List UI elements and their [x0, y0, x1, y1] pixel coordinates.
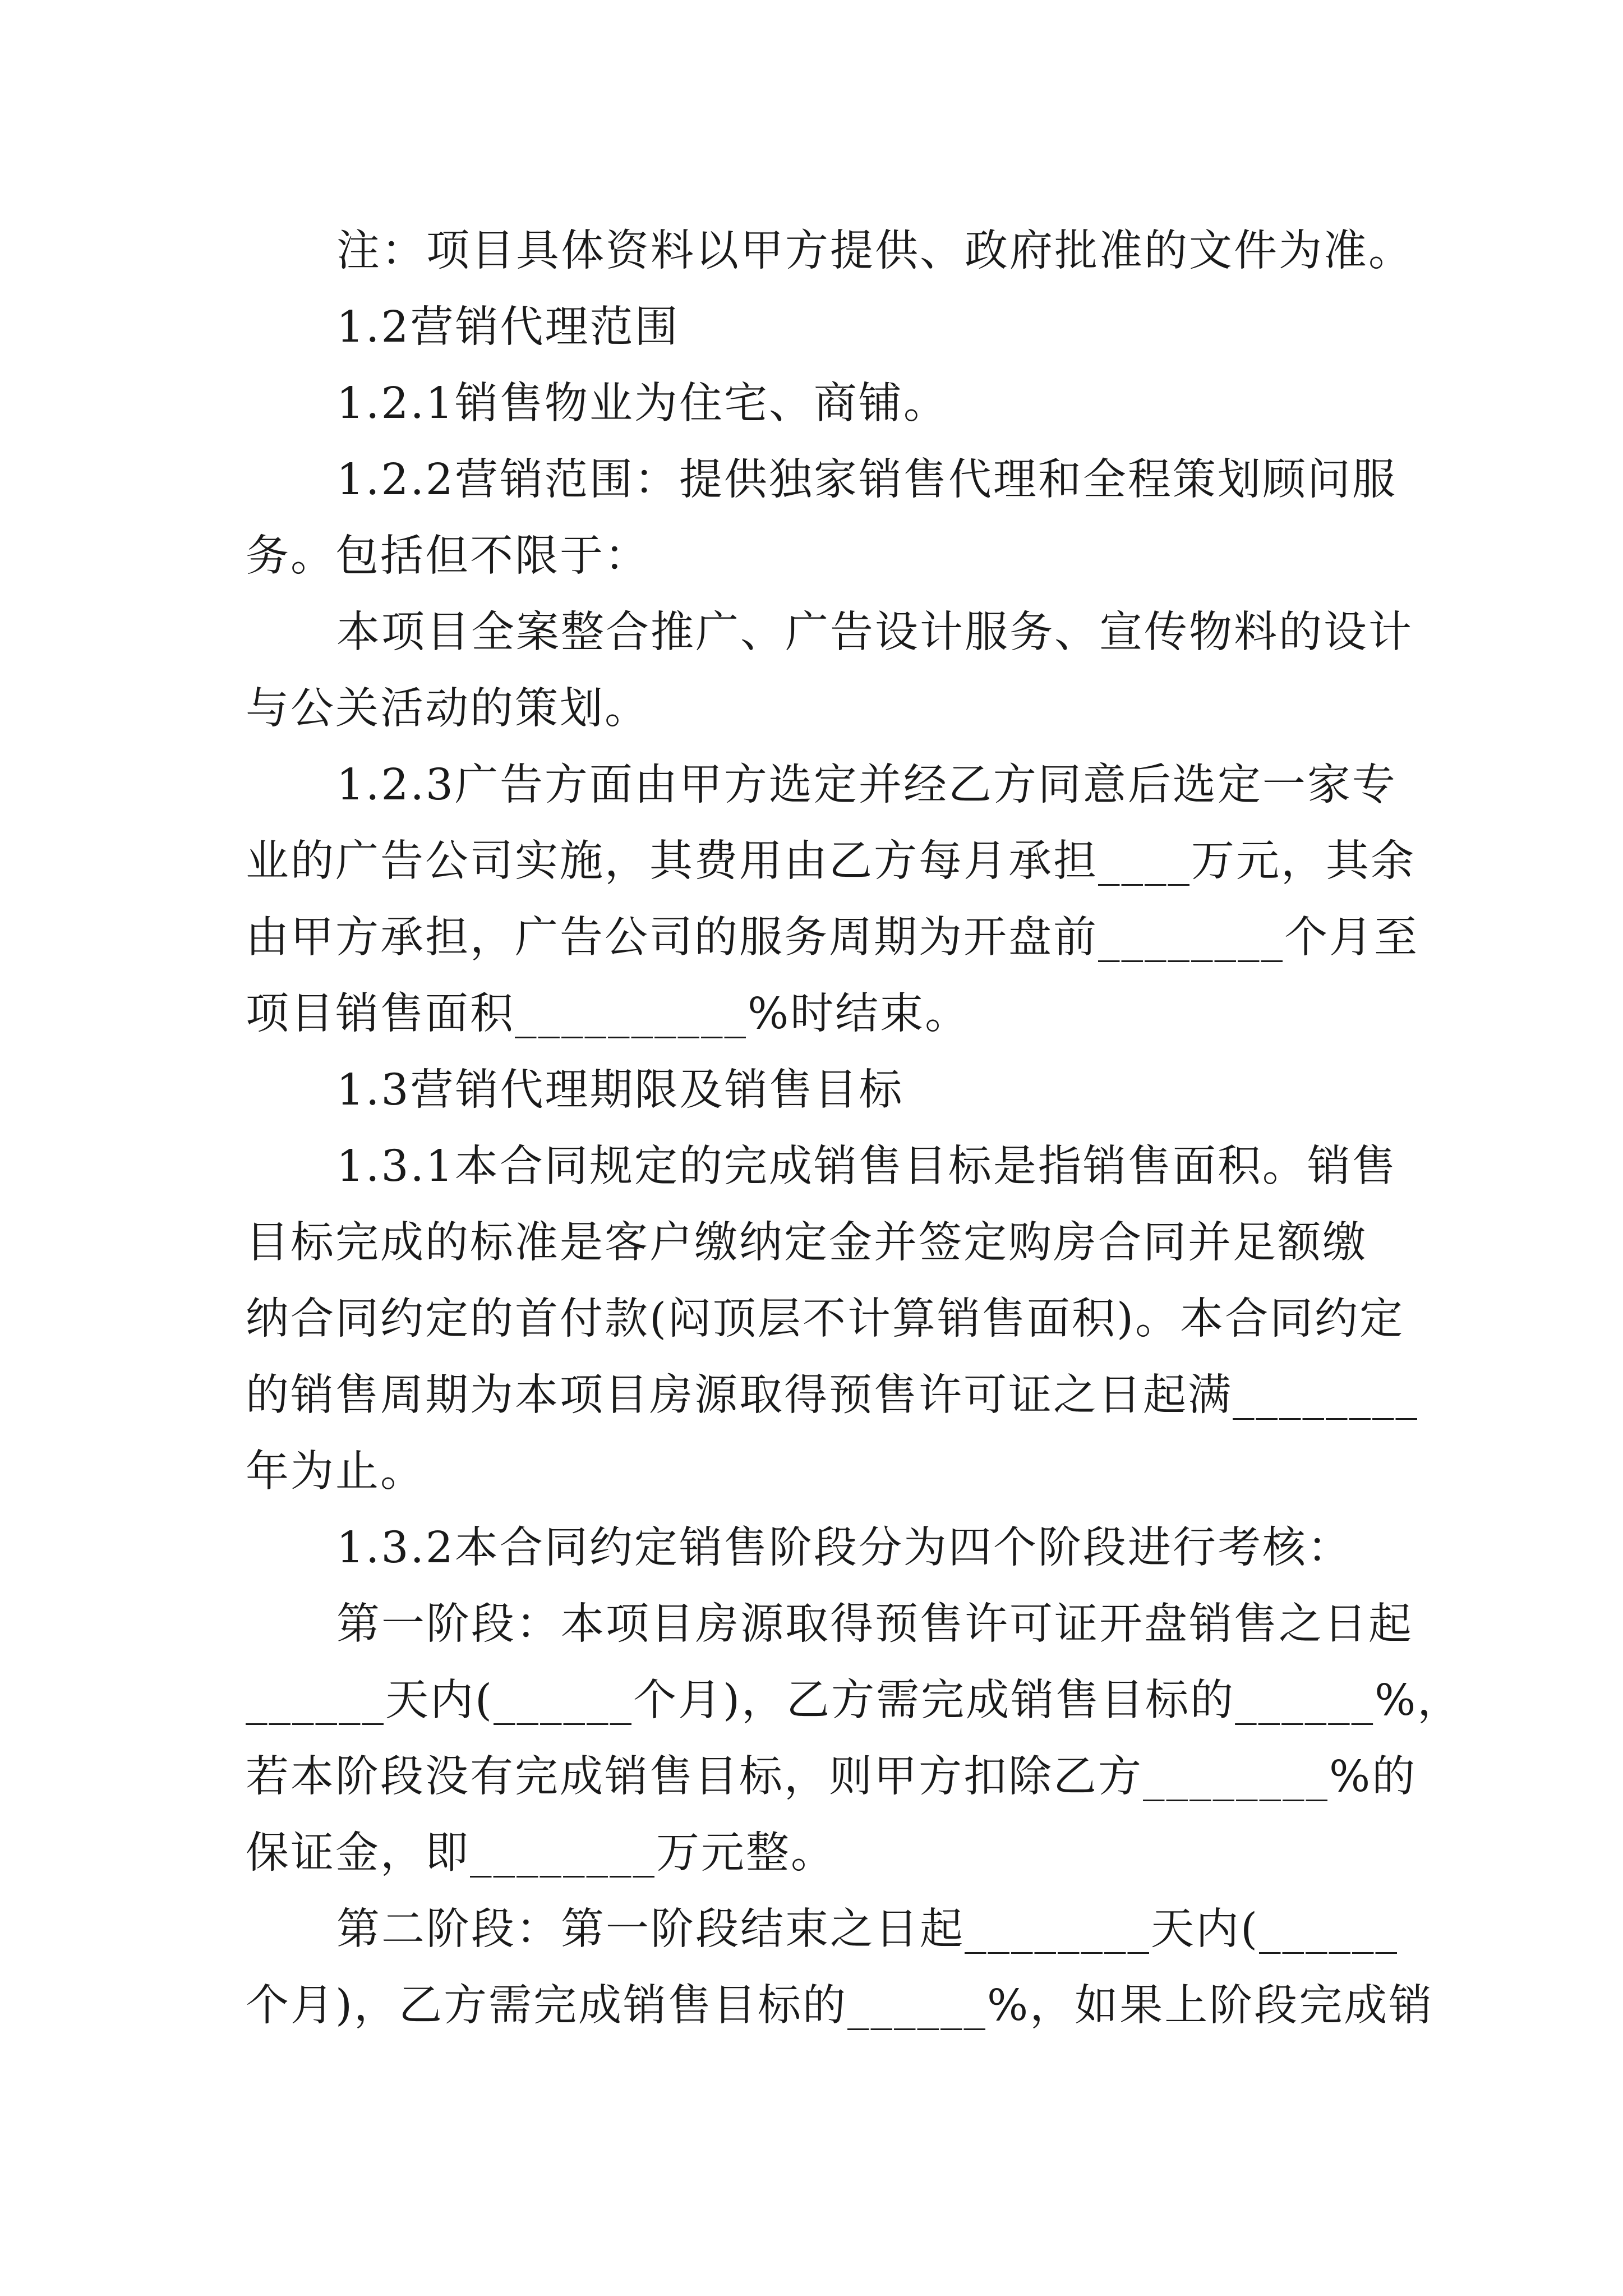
- stage-1-line-1: 第一阶段：本项目房源取得预售许可证开盘销售之日起: [336, 1599, 1413, 1649]
- scope-line-2: 与公关活动的策划。: [246, 684, 649, 734]
- document-body: [246, 213, 1463, 2044]
- clause-1-3-1-line-4: 的销售周期为本项目房源取得预售许可证之日起满________: [246, 1370, 1419, 1420]
- clause-1-3-1-line-1: 1.3.1本合同规定的完成销售目标是指销售面积。销售: [336, 1142, 1397, 1191]
- stage-2-line-1: 第二阶段：第一阶段结束之日起________天内(______: [336, 1904, 1399, 1954]
- clause-1-2-2-line-1: 1.2.2营销范围：提供独家销售代理和全程策划顾问服: [336, 455, 1397, 505]
- clause-1-3-1-line-5: 年为止。: [246, 1447, 425, 1497]
- clause-1-2-1: 1.2.1销售物业为住宅、商铺。: [336, 379, 948, 429]
- clause-1-3-2: 1.3.2本合同约定销售阶段分为四个阶段进行考核：: [336, 1523, 1352, 1573]
- stage-1-line-4: 保证金，即________万元整。: [246, 1828, 836, 1878]
- section-heading-1-2: 1.2营销代理范围: [336, 302, 680, 352]
- clause-1-2-3-line-4: 项目销售面积__________%时结束。: [246, 989, 970, 1039]
- scope-line-1: 本项目全案整合推广、广告设计服务、宣传物料的设计: [336, 608, 1413, 657]
- stage-1-line-3: 若本阶段没有完成销售目标，则甲方扣除乙方________%的: [246, 1752, 1417, 1802]
- clause-1-2-3-line-2: 业的广告公司实施，其费用由乙方每月承担____万元，其余: [246, 836, 1415, 886]
- clause-1-3-1-line-2: 目标完成的标准是客户缴纳定金并签定购房合同并足额缴: [246, 1218, 1367, 1268]
- clause-1-2-3-line-3: 由甲方承担，广告公司的服务周期为开盘前________个月至: [246, 913, 1419, 963]
- note-line: 注：项目具体资料以甲方提供、政府批准的文件为准。: [336, 226, 1413, 276]
- stage-2-line-2: 个月)，乙方需完成销售目标的______%，如果上阶段完成销: [246, 1981, 1434, 2031]
- clause-1-3-1-line-3: 纳合同约定的首付款(闷顶层不计算销售面积)。本合同约定: [246, 1294, 1405, 1344]
- stage-1-line-2: ______天内(______个月)，乙方需完成销售目标的______%，: [246, 1676, 1463, 1726]
- section-heading-1-3: 1.3营销代理期限及销售目标: [336, 1065, 904, 1115]
- clause-1-2-2-line-2: 务。包括但不限于：: [246, 531, 649, 581]
- clause-1-2-3-line-1: 1.2.3广告方面由甲方选定并经乙方同意后选定一家专: [336, 760, 1397, 810]
